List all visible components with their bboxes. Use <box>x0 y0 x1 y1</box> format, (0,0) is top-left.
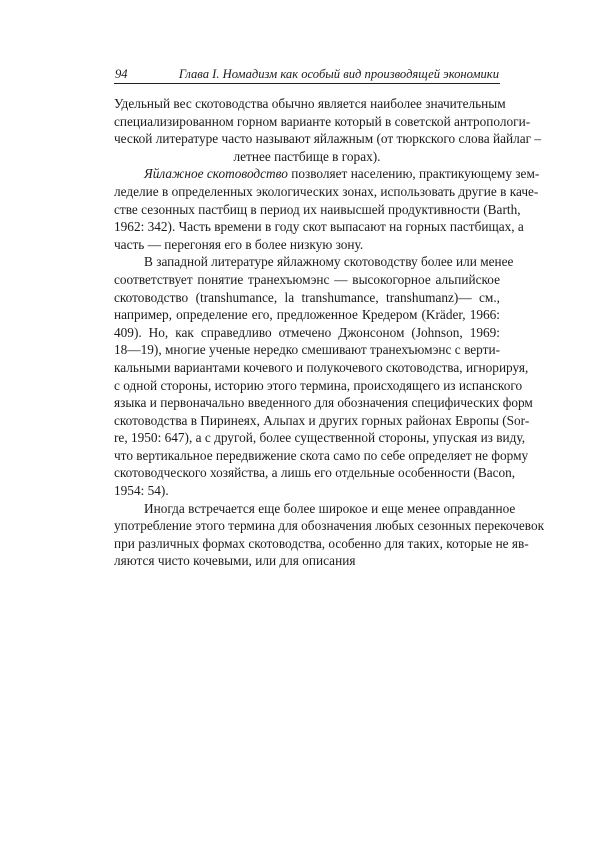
paragraph-2 <box>114 165 540 253</box>
text-run: позволяет населению, практикующему зем- <box>287 166 540 182</box>
text-line: например, определение его, предложенное Кредером (Kräder, 1966: <box>114 307 500 323</box>
text-line: с одной стороны, историю этого термина, происходящего из испанского <box>114 377 523 393</box>
text-line: соответствует понятие транехъюмэнс — высокогорное альпийское <box>114 271 500 287</box>
text-line: скотоводческого хозяйства, а лишь его отдельные особенности (Bacon, <box>114 465 516 481</box>
italic-term: Яйлажное скотоводство <box>144 166 288 182</box>
text-line: стве сезонных пастбищ в период их наивысшей продуктивности (Barth, <box>114 201 521 217</box>
text-line: специализированном горном варианте который в советской антропологи- <box>114 113 531 129</box>
text-line: при различных формах скотоводства, особенно для таких, которые не яв- <box>114 535 529 551</box>
text-line: леделие в определенных экологических зонах, использовать другие в каче- <box>114 183 539 199</box>
text-line: языка и первоначально введенного для обозначения специфических форм <box>114 395 533 411</box>
text-line: В западной литературе яйлажному скотоводству более или менее <box>144 254 514 270</box>
text-line: скотоводство (transhumance, la transhumance, transhumanz)— см., <box>114 289 500 305</box>
text-line: ческой литературе часто называют яйлажным (от тюркского слова йайлаг – <box>114 131 542 147</box>
text-line: ляются чисто кочевыми, или для описания <box>114 553 356 569</box>
text-line: 18—19), многие ученые нередко смешивают транехъюмэнс с верти- <box>114 342 500 358</box>
text-line: 1962: 342). Часть времени в году скот выпасают на горных пастбищах, а <box>114 219 524 235</box>
running-header <box>114 64 500 84</box>
page-number: 94 <box>115 67 128 81</box>
text-line: что вертикальное передвижение скота само по себе определяет не форму <box>114 447 529 463</box>
text-line: 409). Но, как справедливо отмечено Джонсоном (Johnson, 1969: <box>114 324 500 340</box>
paragraph-3 <box>114 253 533 499</box>
text-line: re, 1950: 647), а с другой, более существенной стороны, упуская из виду, <box>114 430 526 446</box>
running-title: Глава I. Номадизм как особый вид производящей экономики <box>178 67 499 81</box>
text-line: употребление этого термина для обозначения любых сезонных перекочевок <box>114 518 545 534</box>
text-line: Иногда встречается еще более широкое и еще менее оправданное <box>144 500 516 516</box>
text-line: Удельный вес скотоводства обычно является наиболее значительным <box>114 96 506 111</box>
page-body <box>114 95 545 570</box>
paragraph-1 <box>114 95 542 165</box>
text-line: часть — перегоняя его в более низкую зону. <box>114 236 364 252</box>
paragraph-4 <box>114 500 545 570</box>
text-line: 1954: 54). <box>114 483 169 499</box>
text-line: кальными вариантами кочевого и полукочевого скотоводства, игнорируя, <box>114 359 529 375</box>
text-line <box>114 165 540 183</box>
text-line: летнее пастбище в горах). <box>233 148 381 164</box>
text-line: скотоводства в Пиринеях, Альпах и других горных районах Европы (Sor- <box>114 412 530 428</box>
